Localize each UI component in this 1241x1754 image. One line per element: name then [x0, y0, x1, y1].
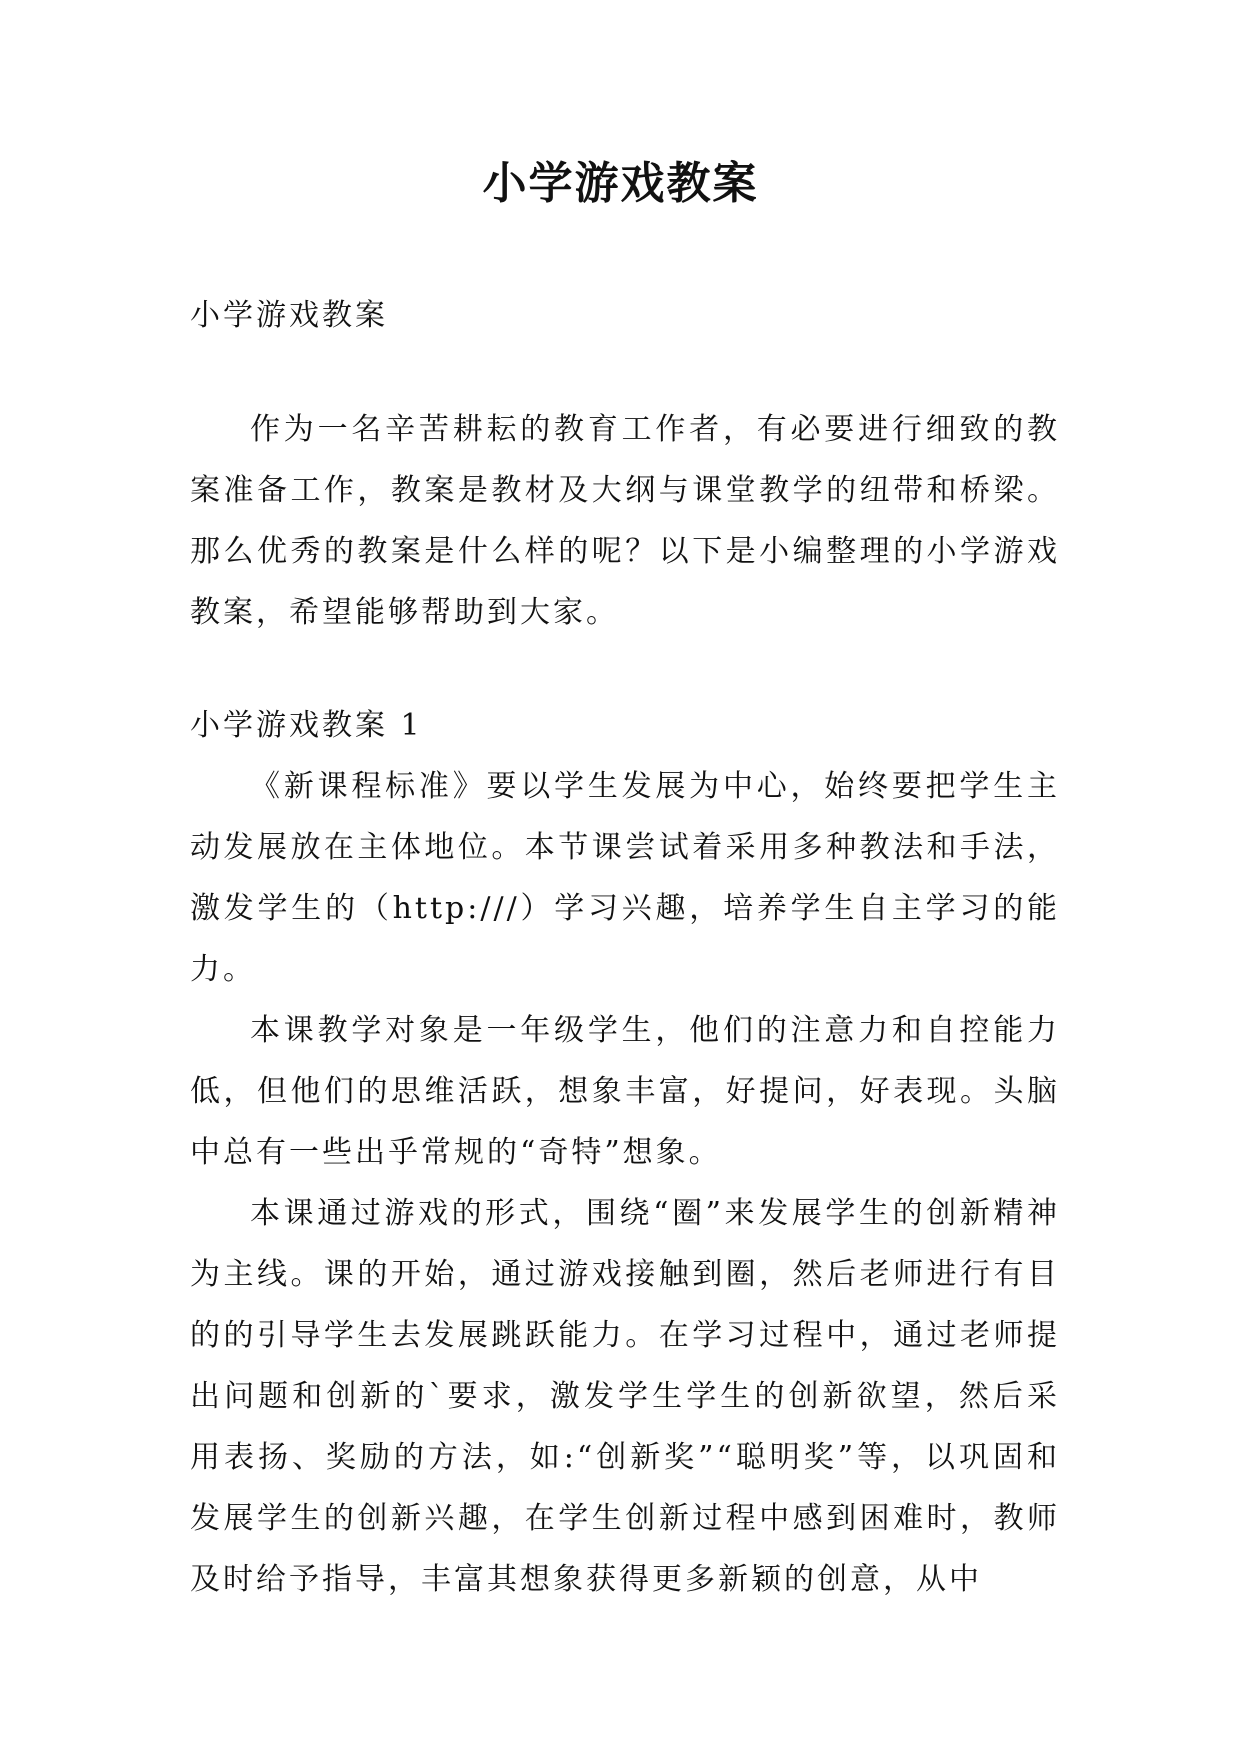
spacer	[190, 643, 1060, 695]
document-title: 小学游戏教案	[482, 158, 759, 209]
intro-paragraph: 作为一名辛苦耕耘的教育工作者，有必要进行细致的教案准备工作，教案是教材及大纲与课堂教学的纽带和桥梁。那么优秀的教案是什么样的呢？以下是小编整理的小学游戏教案，希望能够帮助到大家。	[190, 412, 1060, 630]
section-heading: 小学游戏教案 1	[190, 708, 423, 743]
document-body	[190, 285, 1060, 1610]
document-subtitle: 小学游戏教案	[190, 298, 388, 333]
spacer	[190, 346, 1060, 399]
body-paragraph: 本课通过游戏的形式，围绕“圈”来发展学生的创新精神为主线。课的开始，通过游戏接触到圈，然后老师进行有目的的引导学生去发展跳跃能力。在学习过程中，通过老师提出问题和创新的`要求，激发学生学生的创新欲望，然后采用表扬、奖励的方法，如:“创新奖”“聪明奖”等，以巩固和发展学生的创新兴趣，在学生创新过程中感到困难时，教师及时给予指导，丰富其想象获得更多新颖的创意，从中	[190, 1196, 1060, 1597]
body-paragraph: 本课教学对象是一年级学生，他们的注意力和自控能力低，但他们的思维活跃，想象丰富，好提问，好表现。头脑中总有一些出乎常规的“奇特”想象。	[190, 1013, 1060, 1170]
body-paragraph: 《新课程标准》要以学生发展为中心，始终要把学生主动发展放在主体地位。本节课尝试着采用多种教法和手法，激发学生的（http:///）学习兴趣，培养学生自主学习的能力。	[190, 769, 1060, 987]
